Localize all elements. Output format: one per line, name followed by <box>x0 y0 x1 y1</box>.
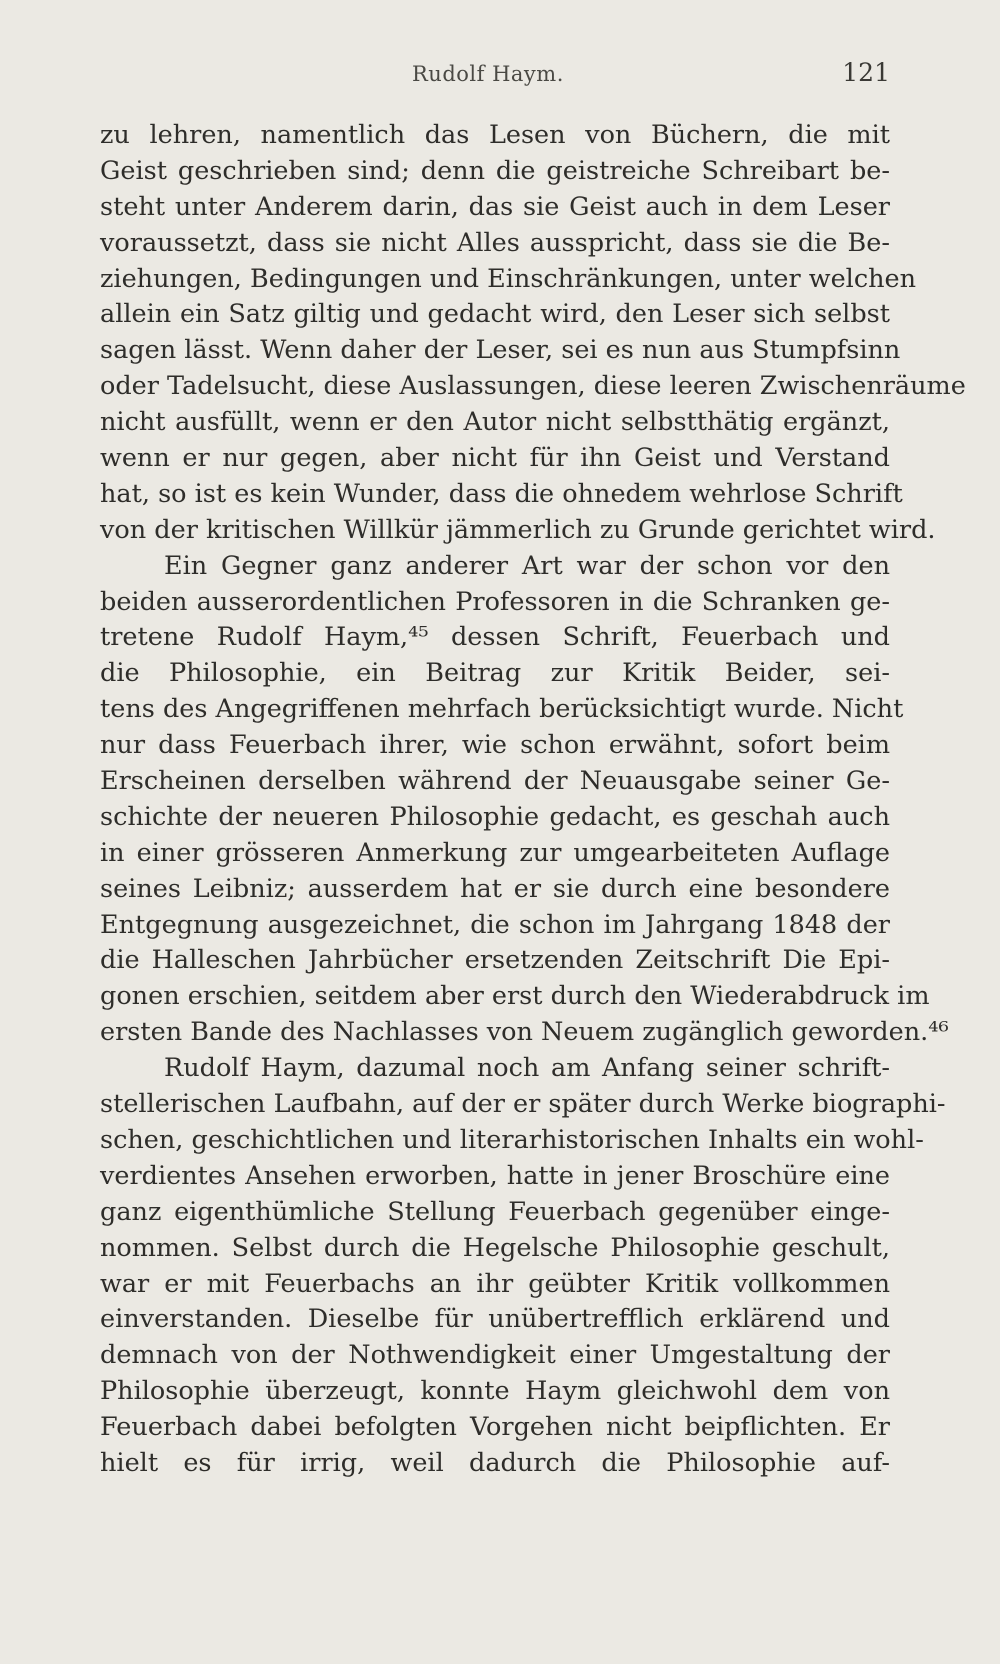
text-line: gonen erschien, seitdem aber erst durch den Wiederabdruck im <box>100 981 930 1012</box>
paragraph-first-line: Ein Gegner ganz anderer Art war der schon vor den <box>164 550 890 581</box>
text-line: nommen. Selbst durch die Hegelsche Philosophie geschult, <box>100 1232 890 1263</box>
text-line: hielt es für irrig, weil dadurch die Philosophie auf- <box>100 1447 890 1478</box>
text-line: ganz eigenthümliche Stellung Feuerbach gegenüber einge- <box>100 1196 890 1227</box>
running-header <box>100 52 890 92</box>
text-line: verdientes Ansehen erworben, hatte in jener Broschüre eine <box>100 1160 890 1191</box>
page-number: 121 <box>842 58 890 87</box>
text-line: demnach von der Nothwendigkeit einer Umgestaltung der <box>100 1340 890 1371</box>
text-line: zu lehren, namentlich das Lesen von Büchern, die mit <box>100 120 890 150</box>
text-line: nur dass Feuerbach ihrer, wie schon erwähnt, sofort beim <box>100 730 890 761</box>
text-line: tens des Angegriffenen mehrfach berücksichtigt wurde. Nicht <box>100 694 904 725</box>
text-line: hat, so ist es kein Wunder, dass die ohnedem wehrlose Schrift <box>100 478 903 509</box>
text-line: ersten Bande des Nachlasses von Neuem zugänglich geworden.⁴⁶ <box>100 1017 949 1048</box>
text-line: tretene Rudolf Haym,⁴⁵ dessen Schrift, Feuerbach und <box>100 622 890 653</box>
text-line: von der kritischen Willkür jämmerlich zu Grunde gerichtet wird. <box>100 514 936 545</box>
text-line: stellerischen Laufbahn, auf der er später durch Werke biographi- <box>100 1089 946 1120</box>
text-line: in einer grösseren Anmerkung zur umgearbeiteten Auflage <box>100 837 890 868</box>
text-line: ziehungen, Bedingungen und Einschränkungen, unter welchen <box>100 263 917 294</box>
text-line: oder Tadelsucht, diese Auslassungen, diese leeren Zwischenräume <box>100 371 966 402</box>
text-line: wenn er nur gegen, aber nicht für ihn Geist und Verstand <box>100 443 890 474</box>
text-line: Entgegnung ausgezeichnet, die schon im Jahrgang 1848 der <box>100 909 890 940</box>
text-line: voraussetzt, dass sie nicht Alles ausspricht, dass sie die Be- <box>100 227 890 258</box>
text-line: war er mit Feuerbachs an ihr geübter Kritik vollkommen <box>100 1268 890 1299</box>
text-line: die Halleschen Jahrbücher ersetzenden Zeitschrift Die Epi- <box>100 945 890 976</box>
body-text <box>100 118 966 1482</box>
text-line: nicht ausfüllt, wenn er den Autor nicht selbstthätig ergänzt, <box>100 407 890 438</box>
text-line: beiden ausserordentlichen Professoren in die Schranken ge- <box>100 586 890 617</box>
text-line: Feuerbach dabei befolgten Vorgehen nicht beipflichten. Er <box>100 1412 890 1443</box>
text-line: einverstanden. Dieselbe für unübertrefflich erklärend und <box>100 1304 890 1335</box>
text-line: sagen lässt. Wenn daher der Leser, sei es nun aus Stumpfsinn <box>100 335 901 366</box>
text-line: allein ein Satz giltig und gedacht wird, den Leser sich selbst <box>100 299 890 330</box>
text-line: Erscheinen derselben während der Neuausgabe seiner Ge- <box>100 766 890 797</box>
paragraph-first-line: Rudolf Haym, dazumal noch am Anfang seiner schrift- <box>164 1053 890 1084</box>
running-title: Rudolf Haym. <box>412 62 564 86</box>
text-line: schichte der neueren Philosophie gedacht, es geschah auch <box>100 801 890 832</box>
text-line: seines Leibniz; ausserdem hat er sie durch eine besondere <box>100 873 890 904</box>
text-line: schen, geschichtlichen und literarhistorischen Inhalts ein wohl- <box>100 1124 924 1155</box>
text-line: die Philosophie, ein Beitrag zur Kritik Beider, sei- <box>100 658 890 689</box>
text-line: Geist geschrieben sind; denn die geistreiche Schreibart be- <box>100 155 890 186</box>
text-line: Philosophie überzeugt, konnte Haym gleichwohl dem von <box>100 1376 890 1407</box>
text-line: steht unter Anderem darin, das sie Geist auch in dem Leser <box>100 191 890 222</box>
